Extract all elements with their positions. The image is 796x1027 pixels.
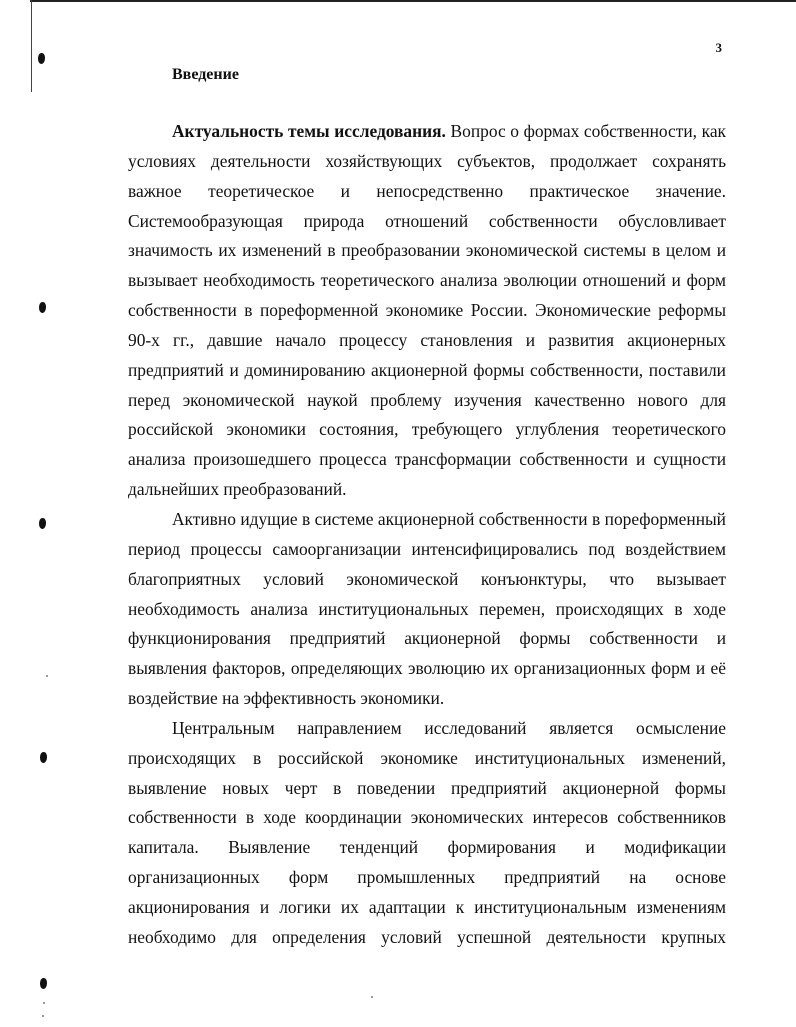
section-heading: Введение (172, 66, 239, 83)
binder-hole-mark (40, 752, 47, 763)
scan-edge-top (30, 0, 796, 2)
scan-speck (371, 996, 373, 998)
paragraph-self-organization (128, 505, 726, 714)
scan-speck (42, 1015, 44, 1017)
page-number: 3 (715, 40, 722, 55)
binder-hole-mark (39, 518, 46, 529)
paragraph-lead: Актуальность темы исследования. (172, 121, 446, 141)
paragraph-relevance (128, 117, 726, 505)
scan-edge-left (31, 0, 32, 92)
scan-speck (46, 675, 48, 677)
paragraph-text: Активно идущие в системе акционерной собственности в пореформенный период процессы самоорганизации интенсифицировались под воздействием благоприятных условий экономической конъюнктуры, что вызывает необходимость анализа институциональных перемен, происходящих в ходе функционирования предприятий акционерной формы собственности и выявления факторов, определяющих эволюцию их организационных форм и её воздействие на эффективность экономики. (128, 508, 726, 709)
scan-speck (43, 1002, 45, 1004)
paragraph-text: Вопрос о формах собственности, как условиях деятельности хозяйствующих субъектов, продолжает сохранять важное теоретическое и непосредственно практическое значение. Системообразующая природа отношений собственности обусловливает значимость их изменений в преобразовании экономической системы в целом и вызывает необходимость теоретического анализа эволюции отношений и форм собственности в пореформенной экономике России. Экономические реформы 90-х гг., давшие начало процессу становления и развития акционерных предприятий и доминированию акционерной формы собственности, поставили перед экономической наукой проблему изучения качественно нового для российской экономики состояния, требующего углубления теоретического анализа произошедшего процесса трансформации собственности и сущности дальнейших преобразований. (128, 121, 726, 500)
binder-hole-mark (39, 302, 46, 313)
paragraph-research-direction (128, 714, 726, 953)
body-text (128, 117, 726, 953)
binder-hole-mark (38, 53, 45, 64)
paragraph-text: Центральным направлением исследований является осмысление происходящих в российской экономике институциональных изменений, выявление новых черт в поведении предприятий акционерной формы собственности в ходе координации экономических интересов собственников капитала. Выявление тенденций формирования и модификации организационных форм промышленных предприятий на основе акционирования и логики их адаптации к институциональным изменениям необходимо для определения условий успешной деятельности крупных (128, 717, 726, 947)
binder-hole-mark (40, 978, 47, 989)
